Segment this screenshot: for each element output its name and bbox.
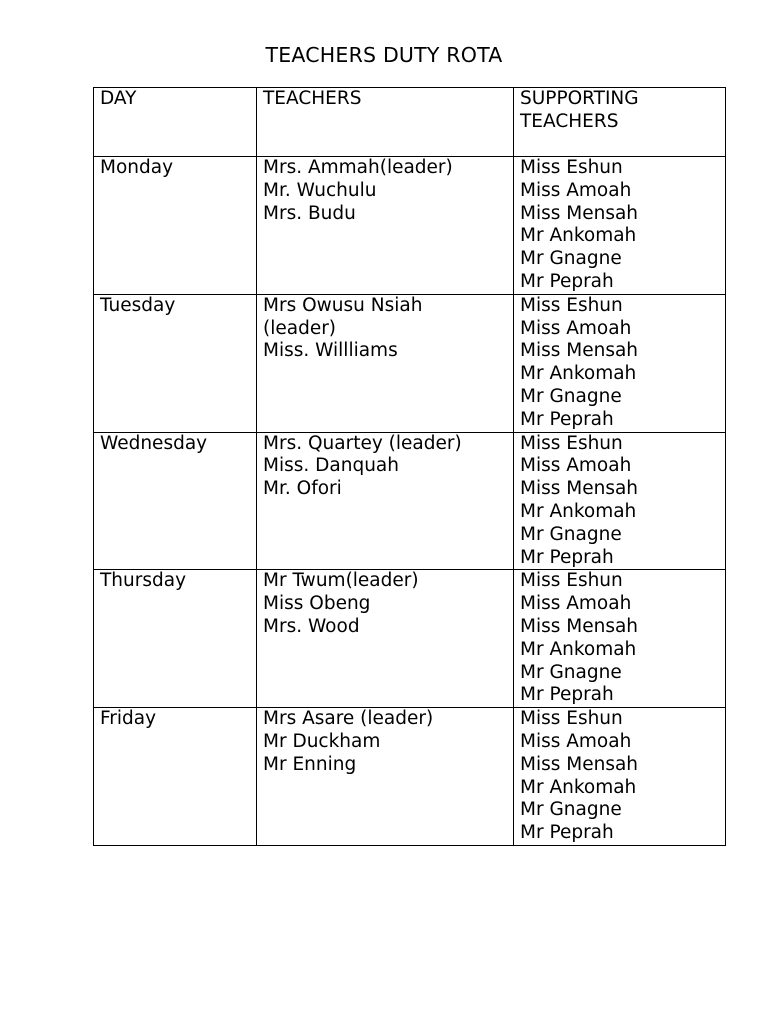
supporting-teachers-cell bbox=[514, 157, 726, 295]
table-row bbox=[94, 570, 726, 708]
day-cell bbox=[94, 157, 257, 295]
teacher-name: Mr Twum(leader) bbox=[263, 570, 419, 592]
supporting-teacher-name: Mr Ankomah bbox=[520, 363, 637, 385]
day-cell bbox=[94, 294, 257, 432]
day-label: Monday bbox=[100, 157, 174, 178]
supporting-teacher-name: Mr Peprah bbox=[520, 822, 614, 844]
header-day bbox=[94, 88, 257, 157]
teacher-name: Miss. Willliams bbox=[263, 340, 398, 362]
supporting-teacher-name: Mr Ankomah bbox=[520, 225, 637, 247]
day-label: Thursday bbox=[100, 570, 187, 592]
supporting-teacher-name: Mr Gnagne bbox=[520, 385, 622, 407]
supporting-teacher-name: Mr Ankomah bbox=[520, 638, 637, 660]
teacher-name: Miss. Danquah bbox=[263, 455, 399, 477]
day-cell bbox=[94, 432, 257, 570]
teacher-name: Mr. Ofori bbox=[263, 478, 342, 500]
table-row bbox=[94, 432, 726, 570]
supporting-teacher-name: Miss Mensah bbox=[520, 478, 639, 500]
supporting-teacher-name: Miss Eshun bbox=[520, 432, 623, 454]
table-row bbox=[94, 294, 726, 432]
supporting-teacher-name: Mr Ankomah bbox=[520, 776, 637, 798]
supporting-teacher-name: Mr Gnagne bbox=[520, 661, 622, 683]
supporting-teacher-name: Miss Amoah bbox=[520, 179, 632, 201]
teachers-cell bbox=[257, 294, 514, 432]
supporting-teacher-name: Miss Eshun bbox=[520, 708, 623, 730]
duty-rota-table bbox=[93, 87, 726, 846]
supporting-teachers-cell bbox=[514, 570, 726, 708]
teachers-cell bbox=[257, 570, 514, 708]
supporting-teacher-name: Miss Eshun bbox=[520, 157, 623, 178]
supporting-teacher-name: Mr Peprah bbox=[520, 684, 614, 706]
teacher-name: (leader) bbox=[263, 317, 337, 339]
supporting-teacher-name: Miss Amoah bbox=[520, 317, 632, 339]
header-supporting-label-line1: SUPPORTING bbox=[520, 88, 639, 109]
teacher-name: Mrs Owusu Nsiah bbox=[263, 294, 423, 316]
teacher-name: Mr. Wuchulu bbox=[263, 179, 377, 201]
supporting-teacher-name: Miss Eshun bbox=[520, 570, 623, 592]
table-row bbox=[94, 157, 726, 295]
supporting-teacher-name: Miss Amoah bbox=[520, 730, 632, 752]
supporting-teachers-cell bbox=[514, 294, 726, 432]
teachers-cell bbox=[257, 157, 514, 295]
supporting-teacher-name: Mr Peprah bbox=[520, 408, 614, 430]
header-teachers bbox=[257, 88, 514, 157]
day-label: Friday bbox=[100, 708, 157, 730]
supporting-teacher-name: Mr Peprah bbox=[520, 270, 614, 292]
supporting-teacher-name: Mr Ankomah bbox=[520, 500, 637, 522]
day-label: Tuesday bbox=[100, 294, 176, 316]
header-day-label: DAY bbox=[100, 88, 137, 109]
header-teachers-label: TEACHERS bbox=[263, 88, 362, 109]
supporting-teacher-name: Miss Mensah bbox=[520, 202, 639, 224]
header-supporting-label-line2: TEACHERS bbox=[520, 110, 619, 132]
supporting-teachers-cell bbox=[514, 708, 726, 846]
teacher-name: Mrs Asare (leader) bbox=[263, 708, 434, 730]
day-label: Wednesday bbox=[100, 432, 208, 454]
table-row bbox=[94, 708, 726, 846]
teacher-name: Mrs. Quartey (leader) bbox=[263, 432, 462, 454]
supporting-teacher-name: Mr Gnagne bbox=[520, 799, 622, 821]
table-header-row bbox=[94, 88, 726, 157]
supporting-teacher-name: Mr Peprah bbox=[520, 546, 614, 568]
teacher-name: Mr Duckham bbox=[263, 730, 381, 752]
page-title: TEACHERS DUTY ROTA bbox=[265, 43, 503, 67]
supporting-teachers-cell bbox=[514, 432, 726, 570]
header-supporting-teachers bbox=[514, 88, 726, 157]
supporting-teacher-name: Miss Amoah bbox=[520, 455, 632, 477]
day-cell bbox=[94, 708, 257, 846]
teachers-cell bbox=[257, 432, 514, 570]
supporting-teacher-name: Miss Mensah bbox=[520, 340, 639, 362]
teacher-name: Mrs. Budu bbox=[263, 202, 356, 224]
teacher-name: Mr Enning bbox=[263, 753, 357, 775]
supporting-teacher-name: Miss Eshun bbox=[520, 294, 623, 316]
supporting-teacher-name: Miss Mensah bbox=[520, 615, 639, 637]
teachers-cell bbox=[257, 708, 514, 846]
teacher-name: Mrs. Wood bbox=[263, 615, 360, 637]
supporting-teacher-name: Mr Gnagne bbox=[520, 248, 622, 270]
supporting-teacher-name: Mr Gnagne bbox=[520, 523, 622, 545]
supporting-teacher-name: Miss Amoah bbox=[520, 593, 632, 615]
teacher-name: Mrs. Ammah(leader) bbox=[263, 157, 453, 178]
supporting-teacher-name: Miss Mensah bbox=[520, 753, 639, 775]
teacher-name: Miss Obeng bbox=[263, 593, 371, 615]
day-cell bbox=[94, 570, 257, 708]
